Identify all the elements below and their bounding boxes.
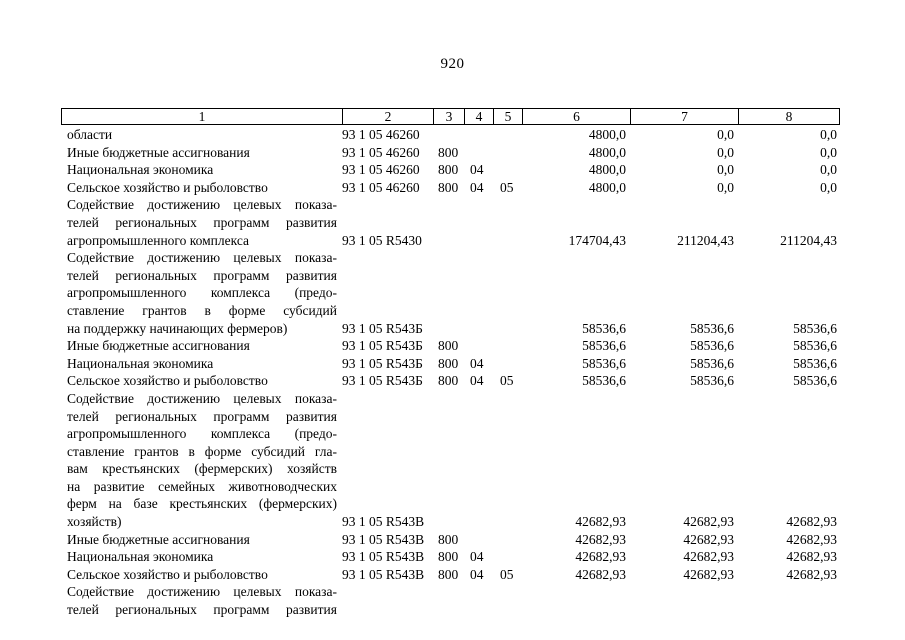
row-name: области	[67, 127, 113, 142]
row-vr: 800	[438, 549, 459, 565]
table-row	[0, 443, 905, 461]
row-value-col7: 42682,93	[683, 549, 734, 565]
table-row	[0, 548, 905, 566]
row-rz: 04	[470, 179, 484, 195]
row-vr: 800	[438, 566, 459, 582]
row-name: ставление грантов в форме субсидий гла-	[67, 443, 337, 459]
row-code: 93 1 05 46260	[342, 144, 420, 160]
row-value-col8: 211204,43	[780, 232, 837, 248]
row-value-col6: 58536,6	[582, 355, 626, 371]
row-value-col8: 0,0	[820, 144, 837, 160]
row-code: 93 1 05 46260	[342, 162, 420, 178]
row-rz: 04	[470, 355, 484, 371]
row-name: хозяйств)	[67, 514, 122, 530]
table-row	[0, 460, 905, 478]
row-value-col6: 42682,93	[575, 566, 626, 582]
table-row	[0, 355, 905, 373]
row-value-col6: 58536,6	[582, 320, 626, 336]
row-code: 93 1 05 R543В	[342, 566, 425, 582]
table-row	[0, 232, 905, 250]
row-value-col6: 4800,0	[588, 127, 626, 142]
row-value-col6: 174704,43	[568, 232, 626, 248]
row-name: Сельское хозяйство и рыболовство	[67, 373, 268, 389]
row-name: телей региональных программ развития	[67, 267, 337, 283]
table-row	[0, 126, 905, 144]
header-col-1: 1	[198, 109, 206, 124]
row-vr: 800	[438, 338, 459, 354]
table-row	[0, 144, 905, 162]
row-vr: 800	[438, 373, 459, 389]
row-name: Сельское хозяйство и рыболовство	[67, 179, 268, 195]
table-row	[0, 601, 905, 619]
row-rz: 04	[470, 373, 484, 389]
header-col-2: 2	[342, 109, 433, 124]
row-name: ферм на базе крестьянских (фермерских)	[67, 496, 337, 512]
row-name: телей региональных программ развития	[67, 602, 337, 618]
header-col-3: 3	[433, 109, 464, 124]
row-name: телей региональных программ развития	[67, 214, 337, 230]
row-value-col6: 4800,0	[588, 144, 626, 160]
table-row	[0, 425, 905, 443]
row-code: 93 1 05 46260	[342, 179, 420, 195]
row-value-col6: 42682,93	[575, 549, 626, 565]
row-value-col8: 0,0	[820, 179, 837, 195]
row-value-col7: 58536,6	[690, 320, 734, 336]
header-col-8: 8	[738, 109, 839, 124]
row-name: Сельское хозяйство и рыболовство	[67, 566, 268, 582]
row-value-col8: 58536,6	[793, 355, 837, 371]
table-row	[0, 284, 905, 302]
row-vr: 800	[438, 162, 459, 178]
row-value-col8: 42682,93	[786, 549, 837, 565]
row-value-col7: 0,0	[717, 127, 734, 142]
row-name: Содействие достижению целевых показа-	[67, 250, 337, 266]
table-row	[0, 390, 905, 408]
header-col-6: 6	[522, 109, 630, 124]
row-value-col7: 0,0	[717, 162, 734, 178]
row-pr: 05	[500, 179, 514, 195]
table-row	[0, 337, 905, 355]
table-row	[0, 513, 905, 531]
row-value-col8: 42682,93	[786, 531, 837, 547]
row-vr: 800	[438, 144, 459, 160]
row-value-col7: 58536,6	[690, 355, 734, 371]
table-row	[0, 478, 905, 496]
header-col-5: 5	[493, 109, 522, 124]
row-value-col6: 58536,6	[582, 373, 626, 389]
header-col-4: 4	[464, 109, 493, 124]
row-value-col7: 211204,43	[677, 232, 734, 248]
table-row	[0, 179, 905, 197]
row-code: 93 1 05 R543Б	[342, 355, 423, 371]
row-value-col6: 42682,93	[575, 514, 626, 530]
row-code: 93 1 05 46260	[342, 127, 420, 142]
row-value-col7: 58536,6	[690, 338, 734, 354]
row-value-col8: 0,0	[820, 162, 837, 178]
row-rz: 04	[470, 549, 484, 565]
row-name: Национальная экономика	[67, 549, 214, 565]
row-value-col8: 58536,6	[793, 373, 837, 389]
row-name: агропромышленного комплекса	[67, 232, 249, 248]
row-name: Иные бюджетные ассигнования	[67, 531, 250, 547]
row-code: 93 1 05 R543В	[342, 549, 425, 565]
row-value-col7: 0,0	[717, 179, 734, 195]
row-name: Национальная экономика	[67, 162, 214, 178]
table-header-row	[61, 108, 840, 125]
table-row	[0, 249, 905, 267]
table-row	[0, 302, 905, 320]
row-name: Иные бюджетные ассигнования	[67, 338, 250, 354]
row-code: 93 1 05 R543Б	[342, 338, 423, 354]
row-name: телей региональных программ развития	[67, 408, 337, 424]
table-row	[0, 531, 905, 549]
row-pr: 05	[500, 566, 514, 582]
row-name: на развитие семейных животноводческих	[67, 478, 337, 494]
page-number: 920	[440, 56, 465, 72]
row-value-col7: 42682,93	[683, 531, 734, 547]
row-value-col8: 42682,93	[786, 566, 837, 582]
row-name: Содействие достижению целевых показа-	[67, 584, 337, 600]
table-row	[0, 267, 905, 285]
row-value-col6: 42682,93	[575, 531, 626, 547]
row-value-col7: 42682,93	[683, 514, 734, 530]
row-code: 93 1 05 R543В	[342, 514, 425, 530]
row-name: ставление грантов в форме субсидий	[67, 302, 337, 318]
row-name: Национальная экономика	[67, 355, 214, 371]
row-value-col7: 42682,93	[683, 566, 734, 582]
row-value-col6: 58536,6	[582, 338, 626, 354]
row-rz: 04	[470, 162, 484, 178]
row-name: агропромышленного комплекса (предо-	[67, 426, 337, 442]
table-row	[0, 196, 905, 214]
row-name: агропромышленного комплекса (предо-	[67, 285, 337, 301]
table-row	[0, 583, 905, 601]
table-row	[0, 161, 905, 179]
table-row	[0, 495, 905, 513]
row-code: 93 1 05 R543Б	[342, 373, 423, 389]
row-name: вам крестьянских (фермерских) хозяйств	[67, 461, 337, 477]
row-vr: 800	[438, 531, 459, 547]
row-value-col7: 58536,6	[690, 373, 734, 389]
table-body	[0, 126, 905, 619]
row-pr: 05	[500, 373, 514, 389]
row-value-col6: 4800,0	[588, 179, 626, 195]
header-col-7: 7	[630, 109, 738, 124]
row-value-col8: 58536,6	[793, 320, 837, 336]
row-name: Содействие достижению целевых показа-	[67, 197, 337, 213]
table-row	[0, 320, 905, 338]
row-rz: 04	[470, 566, 484, 582]
row-name: Содействие достижению целевых показа-	[67, 390, 337, 406]
row-value-col8: 58536,6	[793, 338, 837, 354]
table-row	[0, 372, 905, 390]
row-value-col8: 0,0	[820, 127, 837, 142]
row-vr: 800	[438, 179, 459, 195]
row-code: 93 1 05 R543Б	[342, 320, 423, 336]
row-vr: 800	[438, 355, 459, 371]
row-name: на поддержку начинающих фермеров)	[67, 320, 288, 336]
row-name: Иные бюджетные ассигнования	[67, 144, 250, 160]
row-code: 93 1 05 R543В	[342, 531, 425, 547]
row-value-col7: 0,0	[717, 144, 734, 160]
table-row	[0, 408, 905, 426]
row-value-col8: 42682,93	[786, 514, 837, 530]
table-row	[0, 566, 905, 584]
row-code: 93 1 05 R5430	[342, 232, 422, 248]
table-row	[0, 214, 905, 232]
row-value-col6: 4800,0	[588, 162, 626, 178]
